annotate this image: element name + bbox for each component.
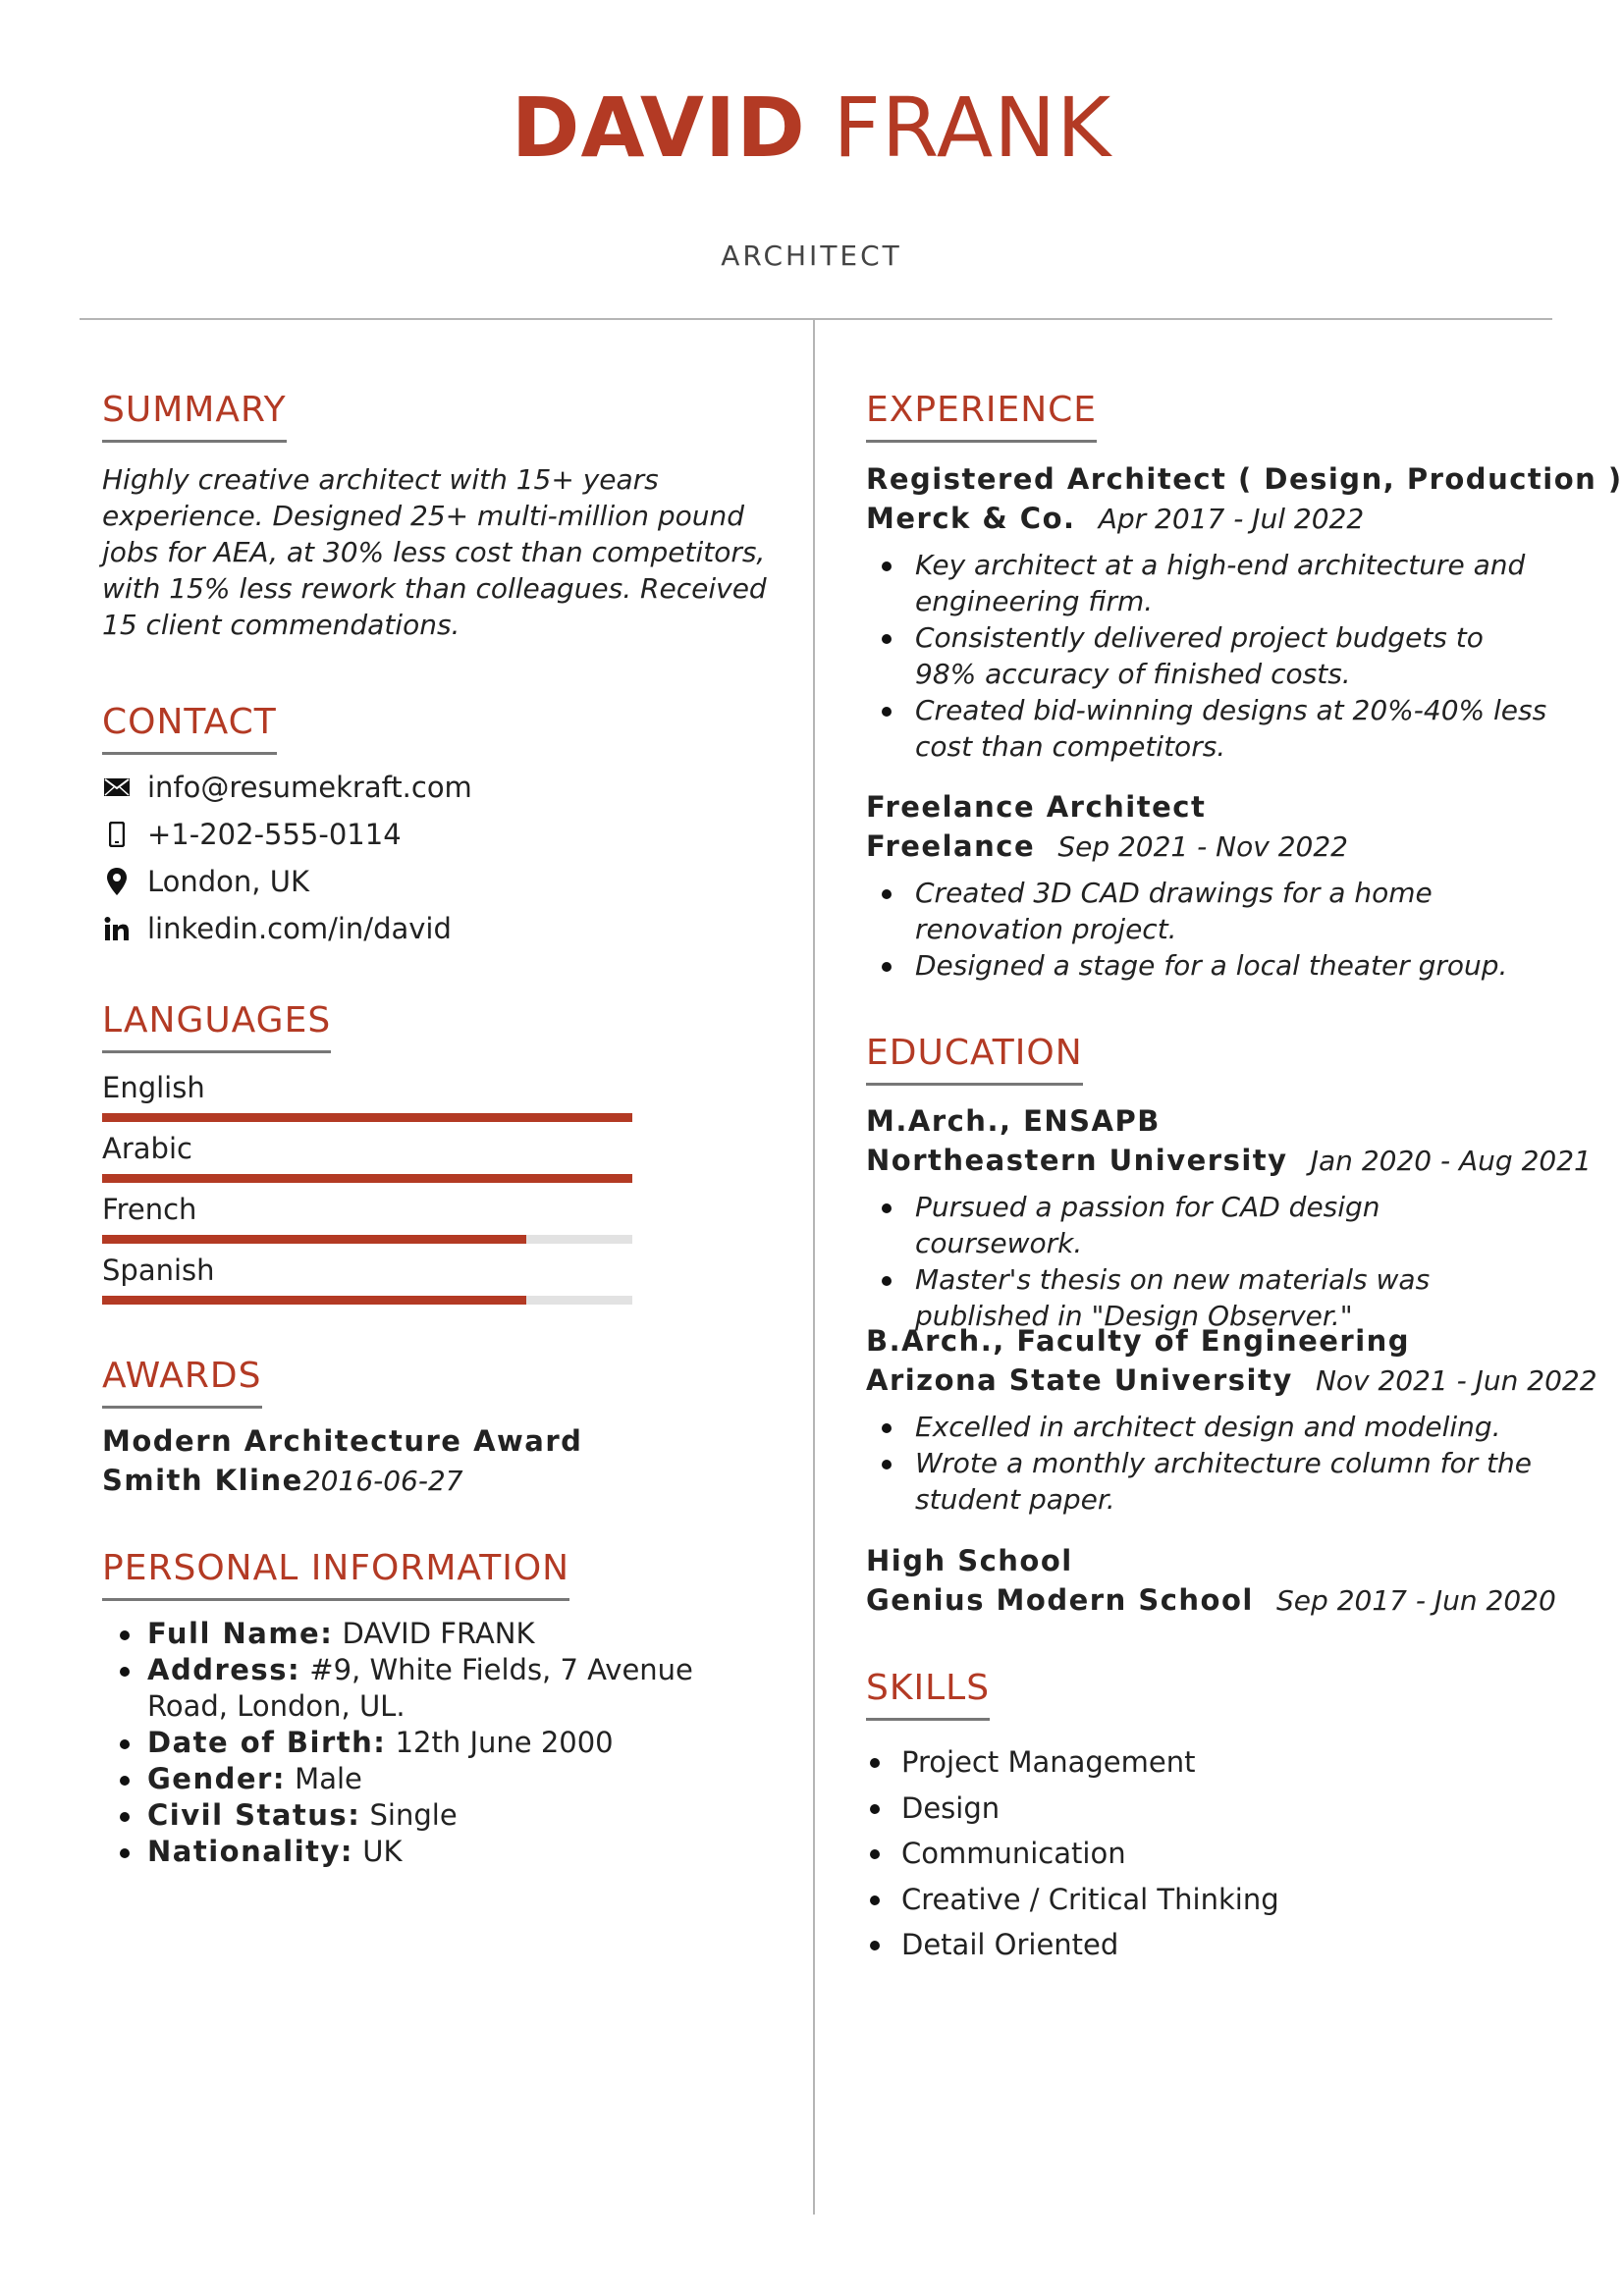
award-entry [102, 1421, 582, 1501]
field-value: Single [369, 1798, 458, 1832]
experience-heading: EXPERIENCE [866, 393, 1097, 443]
list-item [114, 1616, 742, 1652]
school: Northeastern University [866, 1144, 1288, 1177]
job-role: Freelance Architect [866, 790, 1207, 824]
heading-underline [102, 752, 277, 755]
language-level-bar [102, 1235, 632, 1244]
field-label: Date of Birth: [147, 1726, 387, 1759]
phone-icon [102, 820, 132, 849]
education-entry [866, 1101, 1592, 1334]
education-entry [866, 1541, 1556, 1621]
education-entry [866, 1321, 1597, 1518]
degree: B.Arch., Faculty of Engineering [866, 1324, 1411, 1358]
list-item: Master's thesis on new materials was published in "Design Observer." [866, 1261, 1553, 1334]
job-company: Merck & Co. [866, 502, 1076, 535]
list-item [114, 1725, 742, 1761]
award-issuer-line [102, 1461, 582, 1501]
header-divider [80, 318, 1552, 320]
column-divider [813, 320, 815, 2215]
job-bullets [866, 547, 1553, 765]
award-issuer: Smith Kline [102, 1464, 303, 1497]
field-label: Address: [147, 1653, 301, 1686]
education-dates: Sep 2017 - Jun 2020 [1276, 1584, 1556, 1617]
heading-underline [866, 440, 1097, 443]
personal-info-list [114, 1616, 742, 1870]
field-label: Nationality: [147, 1835, 354, 1868]
award-name: Modern Architecture Award [102, 1424, 583, 1458]
list-item [114, 1834, 742, 1870]
language-item [102, 1253, 632, 1305]
list-item: Designed a stage for a local theater group. [866, 947, 1553, 984]
skills-heading: SKILLS [866, 1671, 990, 1721]
heading-underline [102, 1050, 331, 1053]
heading-underline [102, 1406, 262, 1409]
heading-underline [866, 1718, 990, 1721]
degree: High School [866, 1544, 1073, 1577]
email-text: info@resumekraft.com [147, 771, 472, 804]
job-dates: Apr 2017 - Jul 2022 [1098, 503, 1365, 535]
school-line [866, 1361, 1597, 1401]
school: Genius Modern School [866, 1583, 1254, 1617]
education-bullets [866, 1409, 1553, 1518]
job-company: Freelance [866, 829, 1036, 863]
list-item: Excelled in architect design and modeling. [866, 1409, 1553, 1445]
list-item [114, 1652, 742, 1725]
field-value: UK [362, 1835, 403, 1868]
language-level-bar [102, 1296, 632, 1305]
list-item [114, 1761, 742, 1797]
contact-linkedin[interactable] [102, 911, 452, 946]
heading-underline [102, 440, 287, 443]
job-bullets [866, 875, 1553, 984]
heading-underline [102, 1598, 569, 1601]
job-company-line [866, 827, 1553, 867]
job-title: ARCHITECT [721, 240, 902, 272]
list-item: Created bid-winning designs at 20%-40% less cost than competitors. [866, 692, 1553, 765]
language-item [102, 1131, 632, 1183]
education-heading: EDUCATION [866, 1036, 1083, 1086]
field-value: #9, White Fields, 7 Avenue Road, London, UL. [147, 1653, 693, 1723]
language-name: Arabic [102, 1132, 192, 1165]
skill-item: Design [866, 1786, 1279, 1832]
award-date: 2016-06-27 [302, 1465, 463, 1497]
contact-location [102, 864, 309, 899]
envelope-icon [102, 773, 132, 802]
field-label: Gender: [147, 1762, 286, 1795]
resume-header [0, 0, 1623, 320]
linkedin-text: linkedin.com/in/david [147, 912, 452, 945]
language-name: English [102, 1071, 205, 1104]
skill-item: Detail Oriented [866, 1922, 1279, 1968]
field-value: 12th June 2000 [395, 1726, 614, 1759]
school-line [866, 1141, 1592, 1181]
school-line [866, 1580, 1556, 1621]
list-item: Key architect at a high-end architecture and engineering firm. [866, 547, 1553, 619]
contact-email[interactable] [102, 770, 472, 805]
degree: M.Arch., ENSAPB [866, 1104, 1161, 1138]
language-level-fill [102, 1296, 526, 1305]
contact-heading: CONTACT [102, 705, 277, 755]
education-bullets [866, 1189, 1553, 1334]
school: Arizona State University [866, 1363, 1293, 1397]
job-entry [866, 459, 1623, 765]
skill-item: Project Management [866, 1739, 1279, 1786]
field-label: Full Name: [147, 1617, 334, 1650]
language-level-fill [102, 1113, 632, 1122]
location-pin-icon [102, 867, 132, 896]
language-level-fill [102, 1174, 632, 1183]
language-level-bar [102, 1113, 632, 1122]
candidate-name [0, 80, 1623, 176]
last-name: FRANK [833, 80, 1112, 176]
phone-text: +1-202-555-0114 [147, 818, 402, 851]
languages-heading: LANGUAGES [102, 1003, 331, 1053]
language-name: Spanish [102, 1254, 215, 1287]
job-company-line [866, 499, 1553, 539]
personal-info-heading: PERSONAL INFORMATION [102, 1551, 569, 1601]
summary-heading: SUMMARY [102, 393, 287, 443]
language-item [102, 1070, 632, 1122]
field-value: Male [295, 1762, 362, 1795]
job-entry [866, 787, 1553, 984]
list-item: Pursued a passion for CAD design coursework. [866, 1189, 1553, 1261]
language-level-bar [102, 1174, 632, 1183]
language-item [102, 1192, 632, 1244]
job-role: Registered Architect ( Design, Production ) [866, 462, 1623, 496]
field-label: Civil Status: [147, 1798, 361, 1832]
skills-list [866, 1739, 1279, 1968]
list-item: Consistently delivered project budgets to 98% accuracy of finished costs. [866, 619, 1553, 692]
language-level-fill [102, 1235, 526, 1244]
list-item [114, 1797, 742, 1834]
awards-heading: AWARDS [102, 1359, 262, 1409]
first-name: DAVID [511, 80, 806, 176]
skill-item: Creative / Critical Thinking [866, 1877, 1279, 1923]
list-item: Wrote a monthly architecture column for the student paper. [866, 1445, 1553, 1518]
education-dates: Nov 2021 - Jun 2022 [1315, 1364, 1597, 1397]
language-name: French [102, 1193, 197, 1226]
summary-text: Highly creative architect with 15+ years experience. Designed 25+ multi-million pound jobs for AEA, at 30% less cost than competitors, with 15% less rework than colleagues. Received 15 client commendations. [102, 463, 767, 641]
location-text: London, UK [147, 865, 309, 898]
contact-phone[interactable] [102, 817, 402, 852]
linkedin-icon [102, 914, 132, 943]
field-value: DAVID FRANK [342, 1617, 535, 1650]
skill-item: Communication [866, 1831, 1279, 1877]
heading-underline [866, 1083, 1083, 1086]
job-dates: Sep 2021 - Nov 2022 [1057, 830, 1348, 863]
education-dates: Jan 2020 - Aug 2021 [1310, 1145, 1592, 1177]
list-item: Created 3D CAD drawings for a home renovation project. [866, 875, 1553, 947]
